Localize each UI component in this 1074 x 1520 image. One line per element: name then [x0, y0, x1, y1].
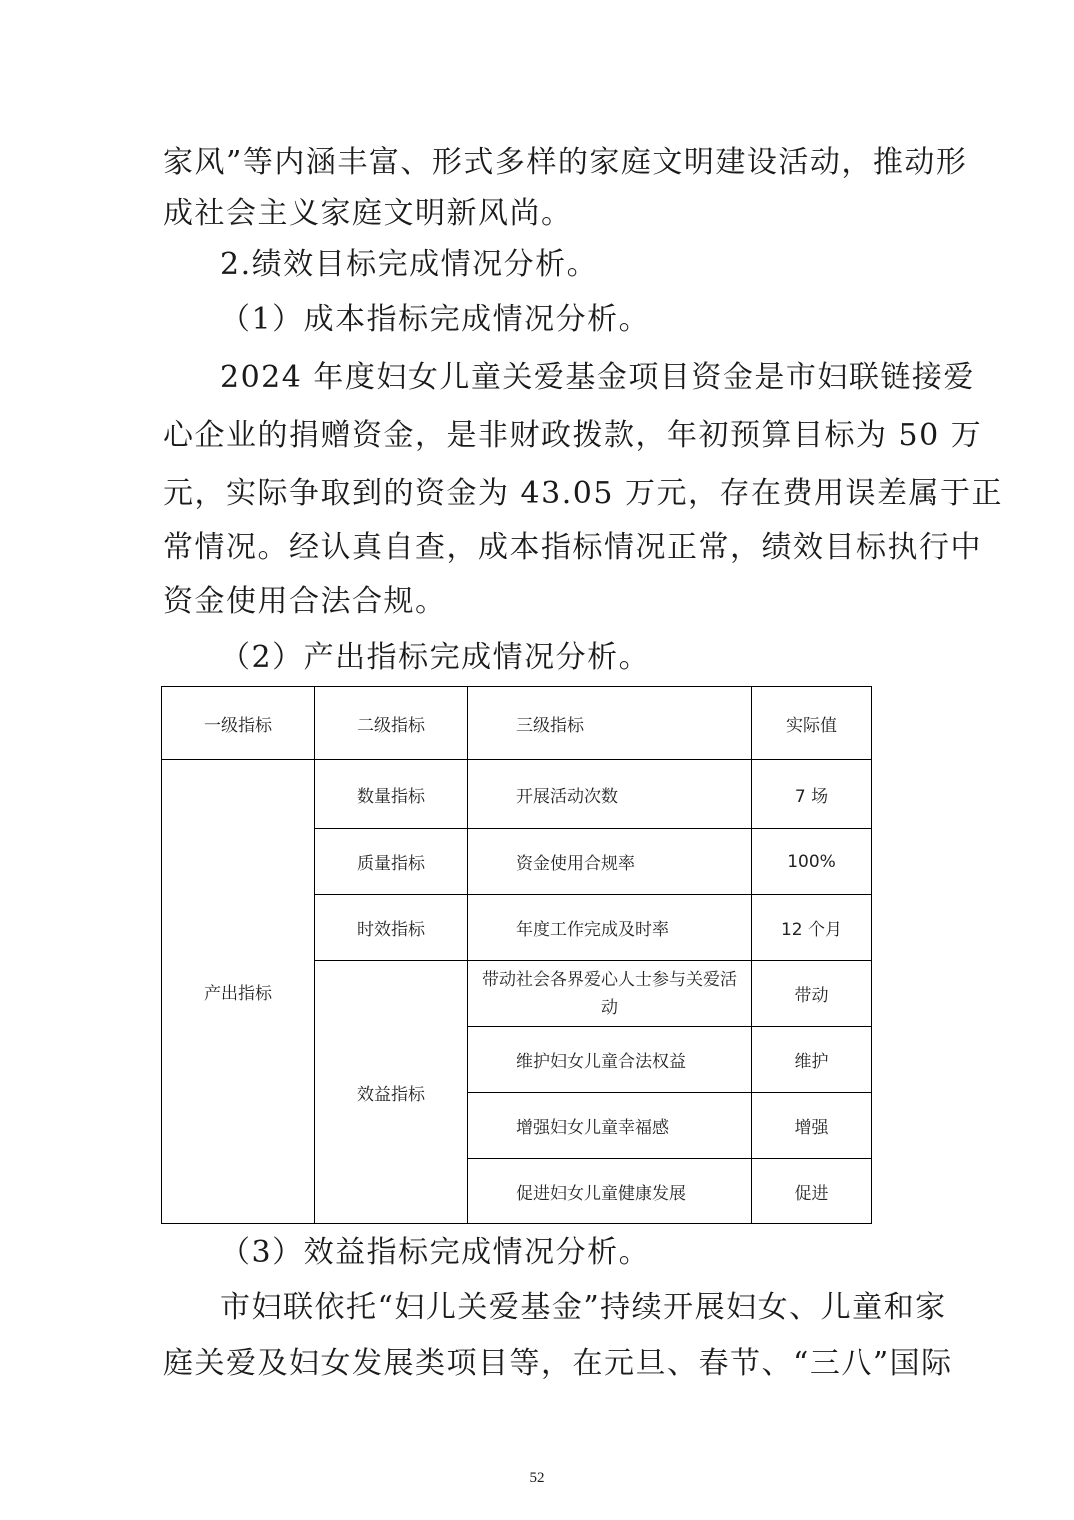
- indicator-cell: 增强妇女儿童幸福感: [468, 1093, 752, 1159]
- table-row: [162, 760, 872, 829]
- paragraph-line: 心企业的捐赠资金，是非财政拨款，年初预算目标为 50 万: [163, 418, 983, 453]
- level2-cell: 数量指标: [315, 760, 468, 829]
- indicator-cell: 年度工作完成及时率: [468, 895, 752, 961]
- paragraph-line: 庭关爱及妇女发展类项目等，在元旦、春节、“三八”国际: [163, 1346, 953, 1381]
- page-number: 52: [529, 1470, 545, 1486]
- paragraph-line: 元，实际争取到的资金为 43.05 万元，存在费用误差属于正: [163, 476, 1003, 511]
- header-cell: 三级指标: [468, 687, 752, 760]
- value-cell: 促进: [752, 1159, 872, 1224]
- value-cell: 带动: [752, 961, 872, 1027]
- indicator-cell: 促进妇女儿童健康发展: [468, 1159, 752, 1224]
- output-metrics-table: [161, 686, 872, 1224]
- subsection-heading: （3）效益指标完成情况分析。: [220, 1235, 651, 1270]
- header-cell: 一级指标: [162, 687, 315, 760]
- paragraph-line: 2024 年度妇女儿童关爱基金项目资金是市妇联链接爱: [220, 360, 975, 395]
- value-cell: 维护: [752, 1027, 872, 1093]
- header-cell: 实际值: [752, 687, 872, 760]
- indicator-cell: 资金使用合规率: [468, 829, 752, 895]
- level2-cell: 效益指标: [315, 961, 468, 1224]
- indicator-cell: 开展活动次数: [468, 760, 752, 829]
- paragraph-line: 成社会主义家庭文明新风尚。: [163, 196, 573, 231]
- level2-cell: 质量指标: [315, 829, 468, 895]
- value-cell: 12 个月: [752, 895, 872, 961]
- level1-cell: 产出指标: [162, 760, 315, 1224]
- table-header-row: [162, 687, 872, 760]
- value-cell: 100%: [752, 829, 872, 895]
- indicator-cell: 维护妇女儿童合法权益: [468, 1027, 752, 1093]
- indicator-cell: 带动社会各界爱心人士参与关爱活动: [468, 961, 752, 1027]
- value-cell: 7 场: [752, 760, 872, 829]
- subsection-heading: （1）成本指标完成情况分析。: [220, 302, 651, 337]
- paragraph-line: 常情况。经认真自查，成本指标情况正常，绩效目标执行中: [163, 530, 982, 565]
- paragraph-line: 市妇联依托“妇儿关爱基金”持续开展妇女、儿童和家: [220, 1290, 947, 1325]
- level2-cell: 时效指标: [315, 895, 468, 961]
- header-cell: 二级指标: [315, 687, 468, 760]
- paragraph-line: 家风”等内涵丰富、形式多样的家庭文明建设活动，推动形: [163, 145, 968, 180]
- subsection-heading: （2）产出指标完成情况分析。: [220, 640, 651, 675]
- value-cell: 增强: [752, 1093, 872, 1159]
- section-heading: 2.绩效目标完成情况分析。: [220, 247, 599, 282]
- paragraph-line: 资金使用合法合规。: [163, 584, 447, 619]
